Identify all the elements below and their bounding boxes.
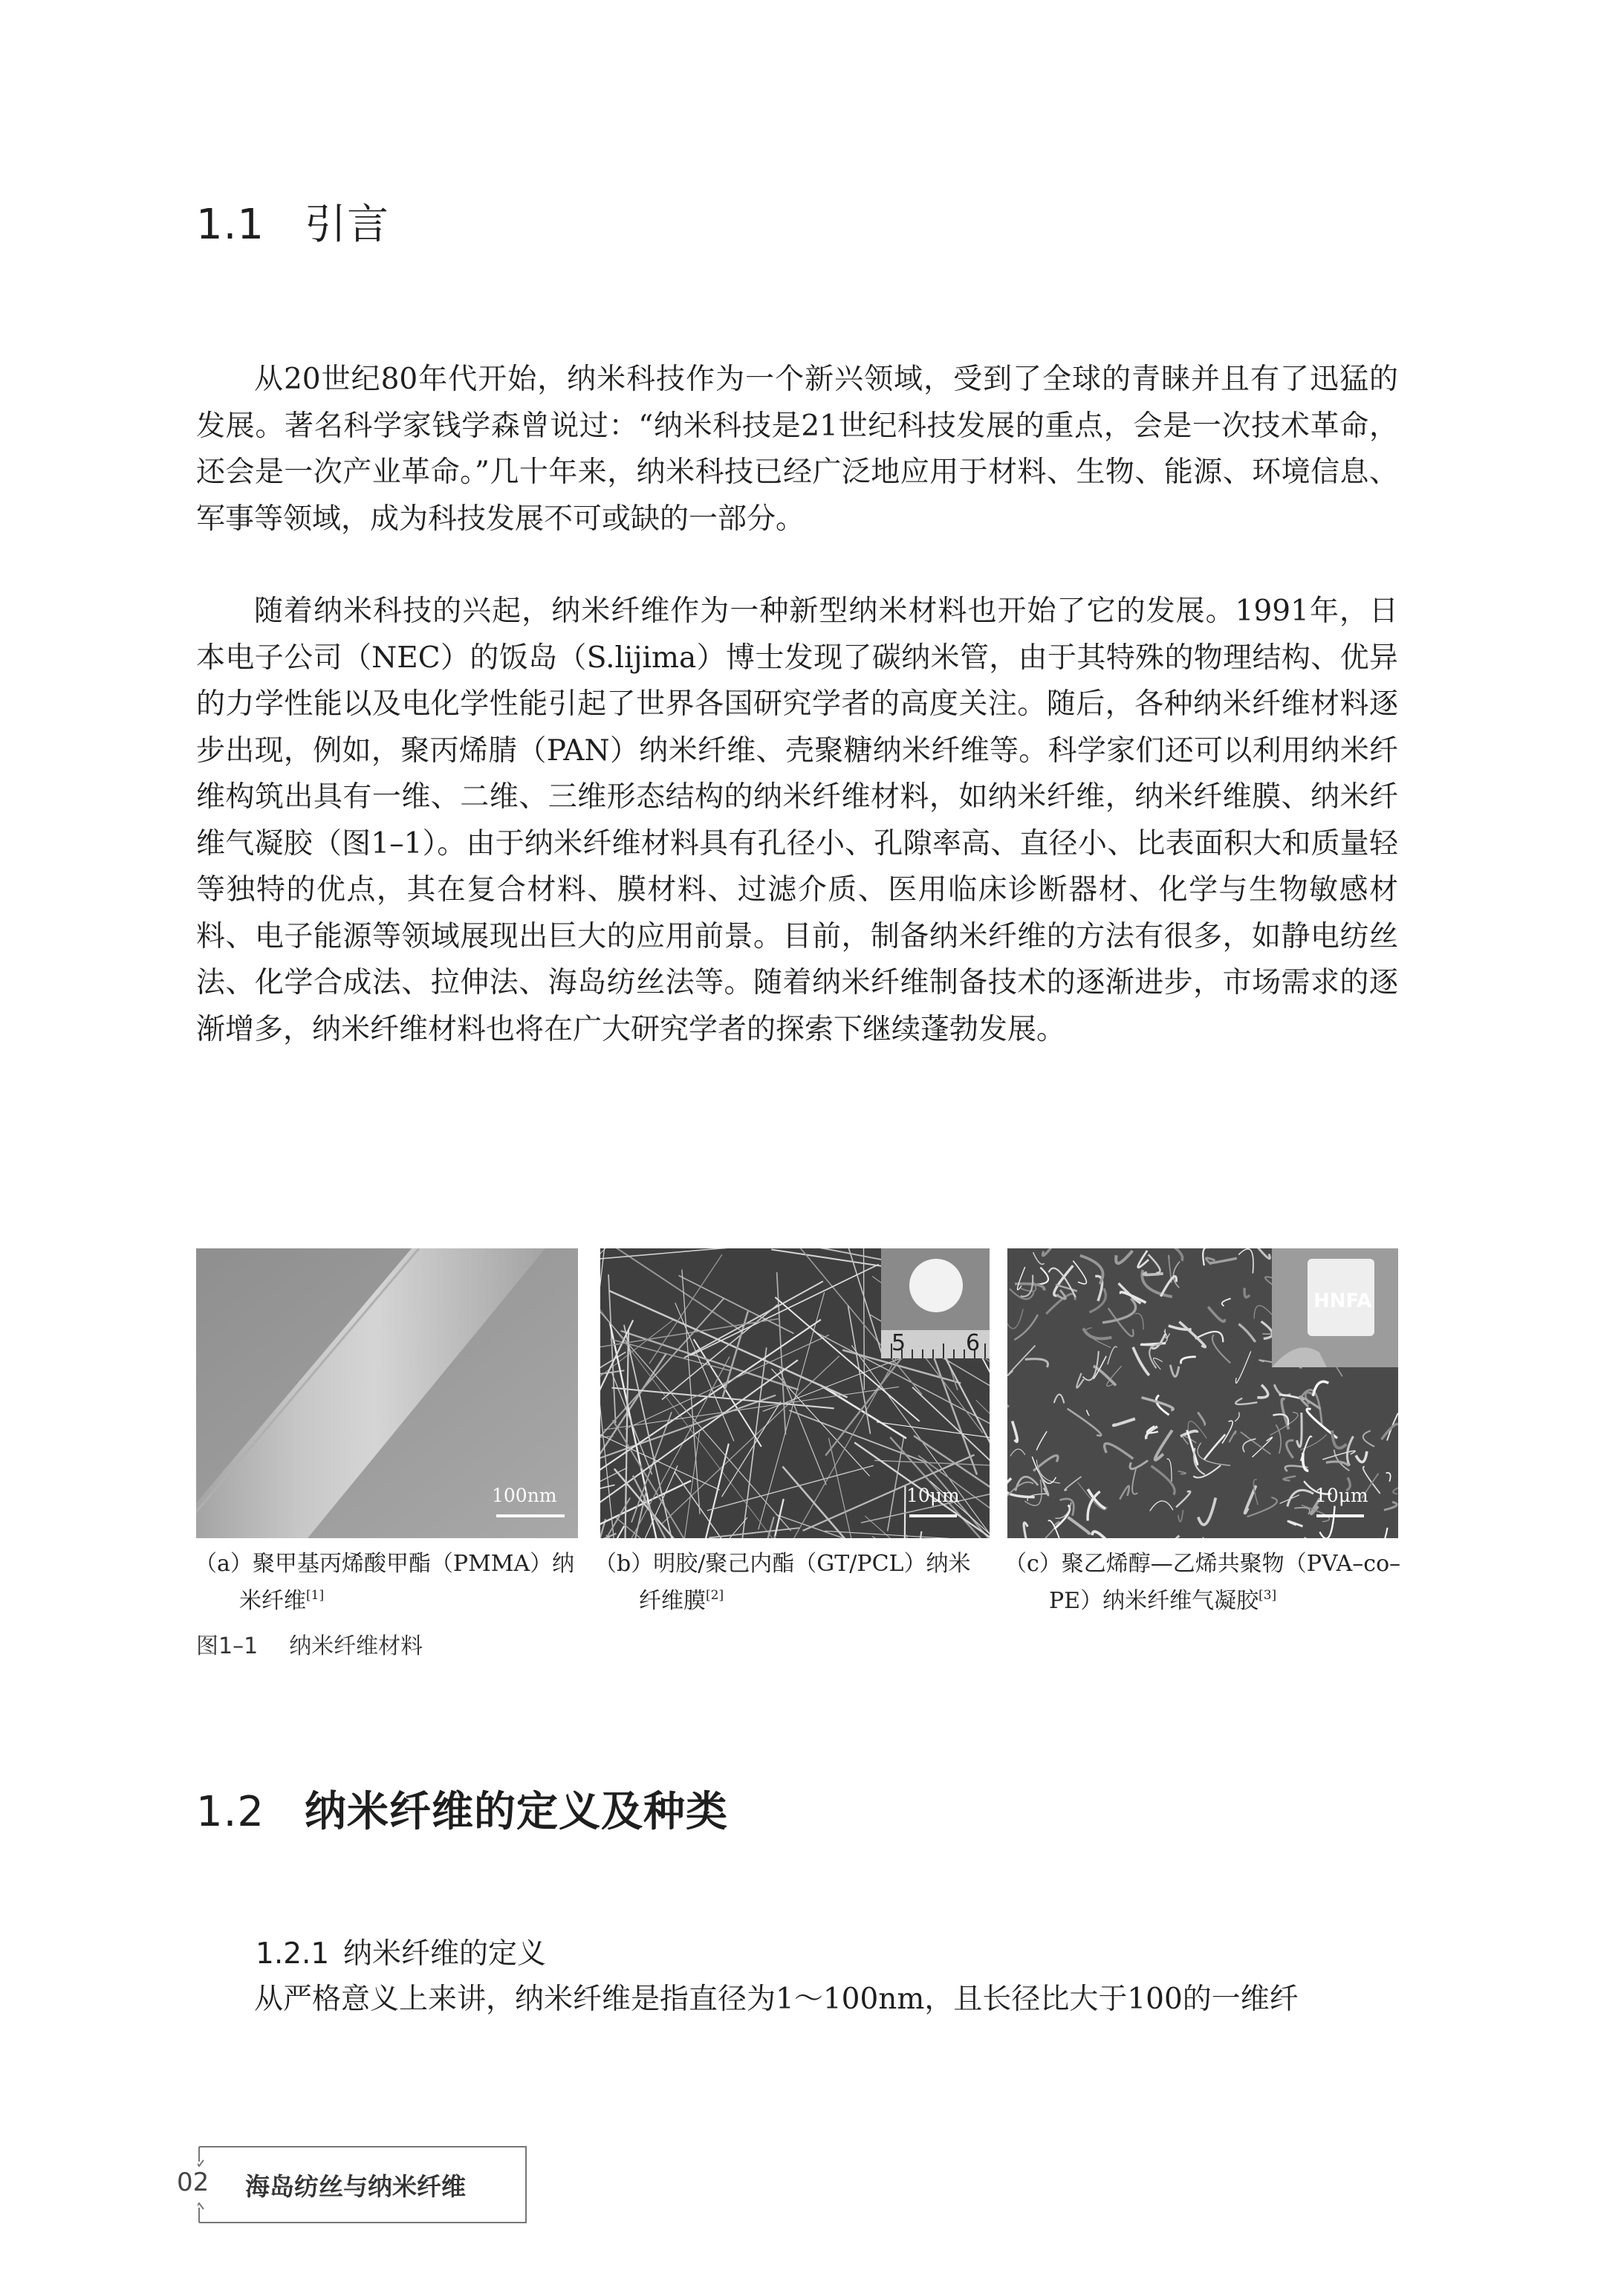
section-title: 引言 <box>305 201 389 249</box>
section-title: 纳米纤维的定义及种类 <box>305 1788 728 1836</box>
section-1-2-heading <box>196 1779 728 1838</box>
figure-label <box>196 1627 423 1660</box>
section-1-2-1-heading <box>256 1931 546 1972</box>
scale-bar-b <box>909 1514 957 1517</box>
ruler-mark-5: 5 <box>891 1330 906 1356</box>
scale-label-c: 10μm <box>1315 1485 1368 1506</box>
caption-c-line1: （c）聚乙烯醇—乙烯共聚物（PVA–co– <box>1004 1551 1401 1577</box>
section-number: 1.1 <box>196 201 265 249</box>
inset-label-hnfa: HNFA <box>1313 1290 1372 1312</box>
subsection-title: 纳米纤维的定义 <box>343 1937 547 1971</box>
section-1-1-heading <box>196 192 389 251</box>
caption-b-line1: （b）明胶/聚己内酯（GT/PCL）纳米 <box>594 1551 971 1577</box>
running-title: 海岛纺丝与纳米纤维 <box>245 2172 466 2201</box>
caption-c-ref: [3] <box>1258 1588 1277 1603</box>
figure-panel-b-image <box>600 1248 990 1538</box>
figure-caption-b <box>594 1549 970 1617</box>
caption-b-line2: 纤维膜 <box>639 1588 706 1614</box>
figure-title: 纳米纤维材料 <box>289 1633 423 1659</box>
ruler-mark-6: 6 <box>966 1330 981 1356</box>
intro-paragraph-2: 随着纳米科技的兴起，纳米纤维作为一种新型纳米材料也开始了它的发展。1991年，日本电子公司（NEC）的饭岛（S.lijima）博士发现了碳纳米管，由于其特殊的物理结构、优异的力学性能以及电化学性能引起了世界各国研究学者的高度关注。随后，各种纳米纤维材料逐步出现，例如，聚丙烯腈（PAN）纳米纤维、壳聚糖纳米纤维等。科学家们还可以利用纳米纤维构筑出具有一维、二维、三维形态结构的纳米纤维材料，如纳米纤维，纳米纤维膜、纳米纤维气凝胶（图1–1）。由于纳米纤维材料具有孔径小、孔隙率高、直径小、比表面积大和质量轻等独特的优点，其在复合材料、膜材料、过滤介质、医用临床诊断器材、化学与生物敏感材料、电子能源等领域展现出巨大的应用前景。目前，制备纳米纤维的方法有很多，如静电纺丝法、化学合成法、拉伸法、海岛纺丝法等。随着纳米纤维制备技术的逐渐进步，市场需求的逐渐增多，纳米纤维材料也将在广大研究学者的探索下继续蓬勃发展。 <box>196 594 1398 1046</box>
figure-caption-a <box>195 1549 574 1617</box>
caption-c-line2: PE）纳米纤维气凝胶 <box>1049 1588 1259 1614</box>
caption-b-ref: [2] <box>706 1588 724 1603</box>
scale-bar-c <box>1316 1514 1364 1517</box>
scale-label-a: 100nm <box>492 1485 557 1506</box>
scale-label-b: 10μm <box>906 1485 960 1506</box>
subsection-number: 1.2.1 <box>256 1937 330 1971</box>
figure-caption-c <box>1004 1549 1400 1617</box>
figure-panel-c-image <box>1007 1248 1398 1538</box>
figure-number: 图1–1 <box>196 1633 259 1659</box>
scale-bar-a <box>496 1514 565 1517</box>
caption-a-line1: （a）聚甲基丙烯酸甲酯（PMMA）纳 <box>195 1551 575 1577</box>
intro-paragraph-1: 从20世纪80年代开始，纳米科技作为一个新兴领域，受到了全球的青睐并且有了迅猛的发展。著名科学家钱学森曾说过：“纳米科技是21世纪科技发展的重点，会是一次技术革命，还会是一次产业革命。”几十年来，纳米科技已经广泛地应用于材料、生物、能源、环境信息、军事等领域，成为科技发展不可或缺的一部分。 <box>196 363 1398 536</box>
page-number: 02 <box>177 2168 210 2197</box>
caption-a-ref: [1] <box>306 1588 325 1603</box>
figure-panel-a-image <box>196 1248 578 1538</box>
section-number: 1.2 <box>196 1788 265 1836</box>
caption-a-line2: 米纤维 <box>239 1588 306 1614</box>
definition-paragraph: 从严格意义上来讲，纳米纤维是指直径为1～100nm，且长径比大于100的一维纤 <box>254 1983 1299 2016</box>
